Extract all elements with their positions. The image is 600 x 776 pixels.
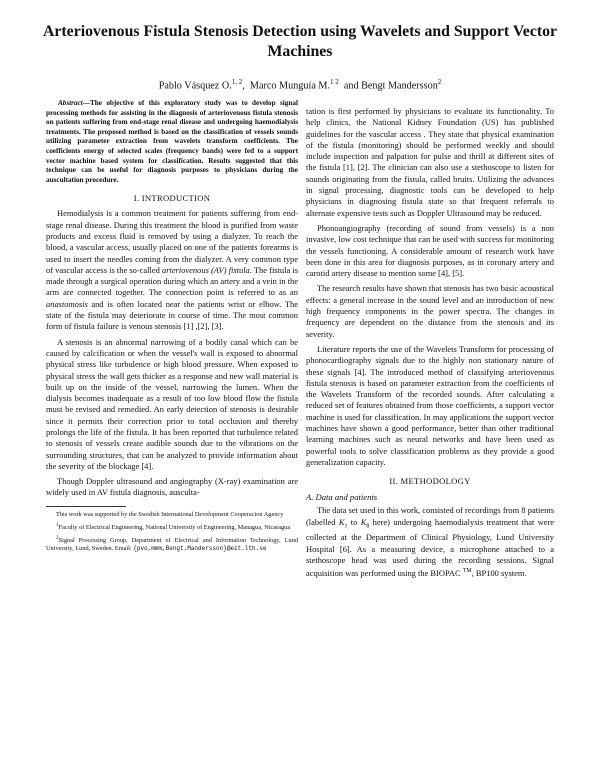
- intro-p1-text-c: and is often located near the patients wrist or elbow. The state of the fistula may deteriorate in course of time. The most common form of fistula failure is venous stenosis [1] ,[2], [3].: [46, 298, 298, 332]
- methodology-paragraph-1: [306, 505, 554, 579]
- left-column: [46, 99, 298, 555]
- footnote-1-marker: 1: [56, 521, 59, 528]
- right-paragraph-3: The research results have shown that stenosis has two basic acoustical effects: a general increase in the sound level and an introduction of new high frequency components in the power spectra. The changes in frequency are dependent on the distance from the stenosis and its severity.: [306, 283, 554, 339]
- intro-paragraph-3: Though Doppler ultrasound and angiography (X-ray) examination are widely used in AV fistula diagnosis, ausculta-: [46, 476, 298, 498]
- method-text-b: here) undergoing haemodialysis treatment that were collected at the Department of Clinical Physiology, Lund University Hospital [6]. As a measuring device, a microphone attached to a stethoscope head was used during the recording sessions. Signal acquisition was performed using the BIOPAC: [306, 516, 554, 579]
- footnote-2-marker: 2: [56, 534, 59, 541]
- right-paragraph-2: Phonoangiography (recording of sound from vessels) is a non invasive, low cost technique that can be used with success for monitoring the vessels functioning. A considerable amount of research work have been done in this area for diagnosis purposes, as in coronary artery and carotid artery disease to mention some [4], [5].: [306, 222, 554, 279]
- subsection-heading-data: A. Data and patients: [306, 492, 378, 503]
- author-1: Pablo Vásquez O.: [158, 80, 232, 92]
- method-text-c: , BP100 system.: [471, 568, 527, 579]
- abstract-text: —The objective of this exploratory study was to develop signal processing methods for assisting in the diagnosis of arteriovenous fistula stenosis on patients suffering from end-stage renal disease and undergoing haemodialysis treatments. The proposed method is based on the classification of vessels sounds utilizing parameter extraction from wavelets transform coefficients. The coefficients energy of selected scales (frequency bands) were fed to a support vector machine based system for classification. Results suggested that this technique can be useful for diagnosis purposes to physicians during the auscultation procedure.: [46, 99, 298, 184]
- label-k8: K: [360, 516, 367, 527]
- section-heading-methodology: II. METHODOLOGY: [389, 476, 471, 487]
- method-text-to: to: [347, 516, 361, 527]
- abstract: [46, 99, 298, 185]
- author-1-affiliation: 1, 2: [231, 78, 243, 86]
- right-paragraph-1: tation is first performed by physicians to evaluate its functionality. To help clinics, the National Kidney Foundation (US) has published guidelines for the vascular access . They state that physical examination of the fistula (monitoring) should be performed weekly and should include inspection and palpation for pulse and thrill at different sites of the fistula [1], [2]. The clinician can also use a stethoscope to listen for sounds originating from the fistula, called bruits. Utilizing the advances in signal processing, diagnostic tools can be developed to help physicians in diagnosing fistula state so that frequent referrals to alternate expensive tests such as Doppler Ultrasound may be reduced.: [306, 106, 554, 218]
- footnote-rule: [46, 506, 126, 507]
- trademark-mark: TM: [462, 568, 472, 575]
- footnote-email[interactable]: {pvo,mmm,Bengt.Mandersson}@eit.lth.se: [133, 544, 267, 552]
- intro-paragraph-2: A stenosis is an abnormal narrowing of a bodily canal which can be caused by calcification or when the vessel's wall is exposed to abnormal physical stress like turbulence or high blood pressure. When exposed to physical stress the wall gets thicker as a response and new wall material is built up on the inside of the vessel, narrowing the lumen. When the dialysis becomes inadequate as a result of too low blood flow the fistula must be revised and remedied. An early detection of stenosis is desirable since it permits their correction prior to total occlusion and thereby prolongs the life of the fistula. It has been reported that turbulence related to stenosis of vessels create audible sounds due to the vibrations on the surrounding structures, that can be analyzed to provide information about the severity of the blockage [4].: [46, 336, 298, 471]
- section-heading-introduction: I. INTRODUCTION: [133, 193, 211, 204]
- paper-title: Arteriovenous Fistula Stenosis Detection using Wavelets and Support Vector Machines: [43, 23, 557, 60]
- method-text-a: The data set used in this work, consisted of recordings from 8 patients (labelled: [306, 505, 554, 527]
- abstract-label: Abstract: [58, 99, 83, 107]
- author-2: Marco Munguía M.: [249, 80, 330, 92]
- footnote-affiliation-2: [46, 534, 298, 553]
- author-3: Bengt Mandersson: [361, 80, 438, 92]
- label-k8-sub: 8: [366, 523, 370, 530]
- footnote-funding: This work was supported by the Swedish International Development Cooperacion Agency: [56, 510, 284, 518]
- author-2-affiliation: 1 2: [330, 78, 339, 86]
- intro-p1-term-fistula: arteriovenous (AV) fistula: [161, 264, 250, 275]
- right-paragraph-4: Literature reports the use of the Wavelets Transform for processing of phonocardiography signals due to the highly non stationary nature of these signals [4]. The introduced method of classifying arteriovenous fistula stenosis is based on parameter extraction from the coefficients of the Wavelets Transform of the recorded sounds. After calculating a reduced set of features obtained from those coefficients, a support vector machine is used for classification. In may applications the support vector machines have shown a good performance, better than other traditional learning machines such as neural networks and have been used as powerful tools to solve classification problems as they provide a good generalization capacity.: [306, 343, 554, 467]
- intro-p1-term-anastomosis: anastomosis: [46, 298, 88, 309]
- footnote-2-text: Signal Processing Group, Department of Electrical and Information Technology, Lund University, Lund, Sweden. Email:: [46, 536, 298, 552]
- intro-p1-text-a: Hemodialysis is a common treatment for patients suffering from end-stage renal disease. During this treatment the blood is purified from waste products and excess fluid is removed by using a dialyzer. To reach the blood, a vascular access, usually placed on one of the patients forearms is used to insert the needles coming from the dialyzer. A very common type of vascular access is the so-called: [46, 208, 298, 275]
- right-column: [306, 106, 554, 583]
- author-3-affiliation: 2: [437, 78, 442, 86]
- label-k1-sub: 1: [344, 523, 348, 530]
- intro-p1-text-b: . The fistula is made through a surgical operation during which an artery and a vein in the arm are connected together. The connection point is referred to as an: [46, 264, 299, 298]
- label-k1: K: [338, 516, 345, 527]
- intro-paragraph-1: [46, 208, 298, 332]
- footnote-1-text: Faculty of Electrical Engineering, National University of Engineering, Managua, Nicaragua: [58, 523, 291, 531]
- footnote-affiliation-1: [46, 521, 298, 532]
- author-conjunction: and: [343, 80, 359, 92]
- author-line: Pablo Vásquez O.$^{1, 2}$, Marco Munguía M.$^{1 2}$ and Bengt Mandersson$^2$: [158, 78, 442, 92]
